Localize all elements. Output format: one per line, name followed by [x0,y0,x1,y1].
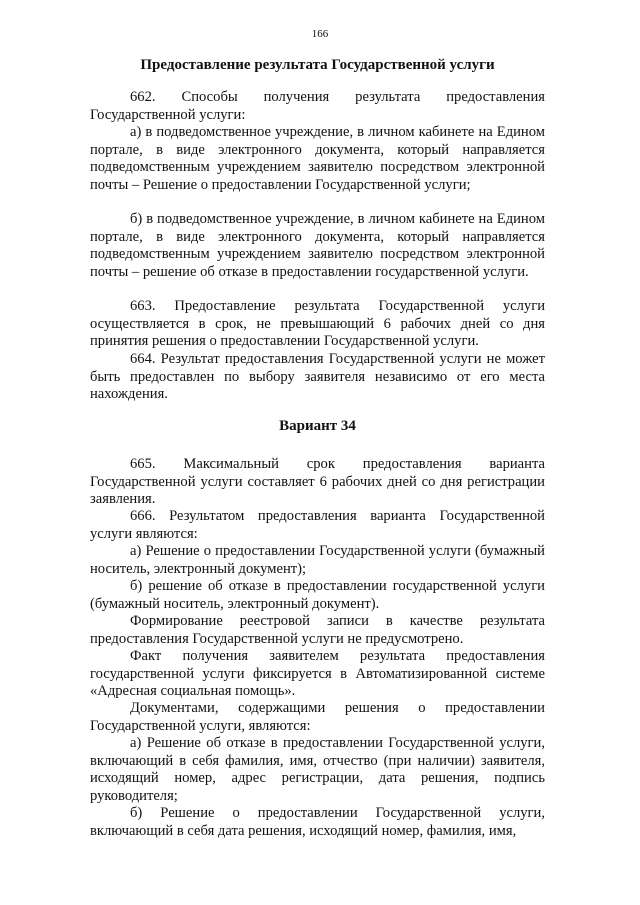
section-heading-result: Предоставление результата Государственной услуги [140,57,495,73]
paragraph-receipt-fact: Факт получения заявителем результата предоставления государственной услуги фиксируется в Автоматизированной системе «Адресная социальная помощь». [90,648,545,699]
paragraph-663: 663. Предоставление результата Государственной услуги осуществляется в срок, не превышающий 6 рабочих дней со дня принятия решения о предоставлении Государственной услуги. [90,298,545,349]
paragraph-666: 666. Результатом предоставления варианта Государственной услуги являются: [90,508,545,542]
paragraph-decision-documents: Документами, содержащими решения о предоставлении Государственной услуги, являются: [90,700,545,734]
paragraph-decision-document-b: б) Решение о предоставлении Государственной услуги, включающий в себя дата решения, исходящий номер, фамилия, имя, [90,805,545,839]
paragraph-registry-record: Формирование реестровой записи в качестве результата предоставления Государственной услуги не предусмотрено. [90,613,545,647]
paragraph-666-b: б) решение об отказе в предоставлении государственной услуги (бумажный носитель, электронный документ). [90,578,545,612]
paragraph-664: 664. Результат предоставления Государственной услуги не может быть предоставлен по выбору заявителя независимо от его места нахождения. [90,351,545,402]
section-heading-variant: Вариант 34 [279,418,356,434]
paragraph-665: 665. Максимальный срок предоставления варианта Государственной услуги составляет 6 рабочих дней со дня регистрации заявления. [90,456,545,507]
page-number: 166 [311,28,329,40]
paragraph-662: 662. Способы получения результата предоставления Государственной услуги: [90,89,545,123]
paragraph-662-b: б) в подведомственное учреждение, в личном кабинете на Едином портале, в виде электронного документа, который направляется подведомственным учреждением заявителю посредством электронной почты – решение об отказе в предоставлении государственной услуги. [90,211,545,280]
paragraph-decision-document-a: а) Решение об отказе в предоставлении Государственной услуги, включающий в себя фамилия, имя, отчество (при наличии) заявителя, исходящий номер, адрес регистрации, дата решения, подпись руководителя; [90,735,545,804]
paragraph-666-a: а) Решение о предоставлении Государственной услуги (бумажный носитель, электронный документ); [90,543,545,577]
paragraph-662-a: а) в подведомственное учреждение, в личном кабинете на Едином портале, в виде электронного документа, который направляется подведомственным учреждением заявителю посредством электронной почты – Решение о предоставлении Государственной услуги; [90,124,545,193]
